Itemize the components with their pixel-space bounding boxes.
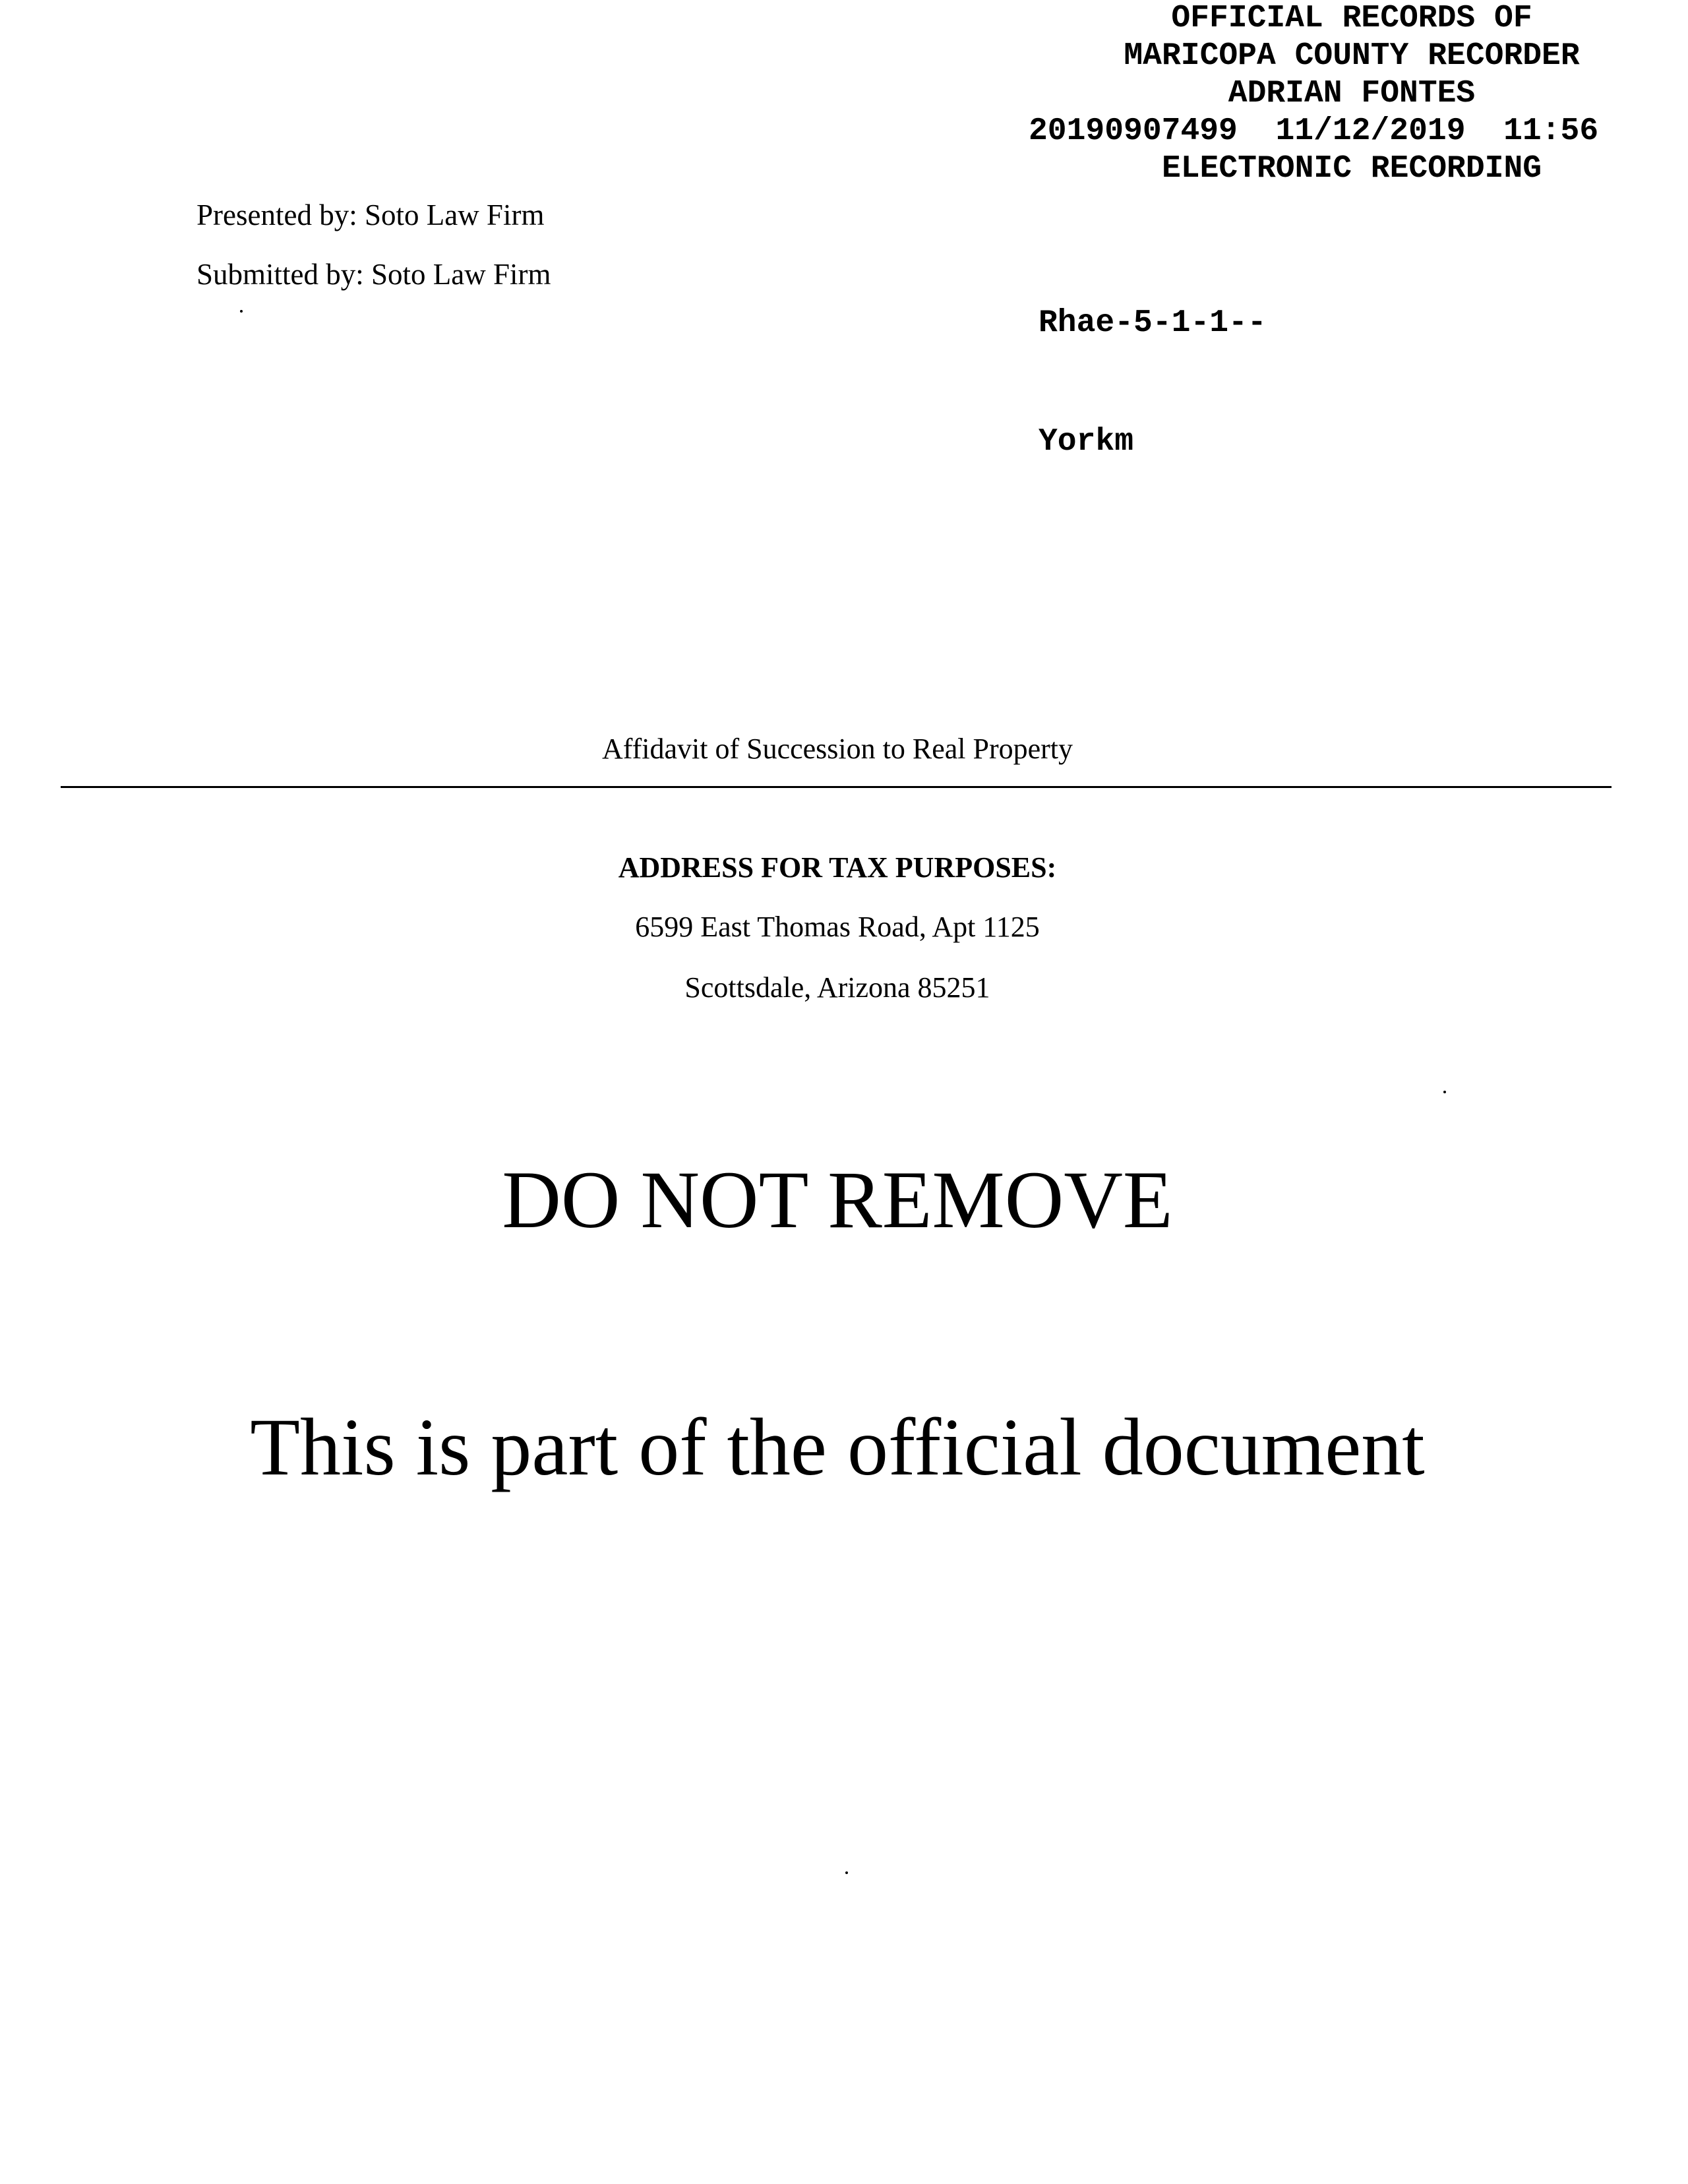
clerk-id-line: Yorkm xyxy=(1039,424,1134,460)
tax-address-city: Scottsdale, Arizona 85251 xyxy=(684,971,990,1004)
do-not-remove-notice: DO NOT REMOVE xyxy=(502,1155,1173,1245)
presented-by: Presented by: Soto Law Firm xyxy=(196,198,545,231)
recording-stamp-line: OFFICIAL RECORDS OF xyxy=(1171,1,1532,36)
document-title: Affidavit of Succession to Real Property xyxy=(601,733,1073,765)
clerk-id-line: Rhae-5-1-1-- xyxy=(1039,305,1267,341)
recording-stamp-line: ADRIAN FONTES xyxy=(1228,76,1476,111)
recording-number-date-time: 20190907499 11/12/2019 11:56 xyxy=(1029,113,1599,149)
tax-address-street: 6599 East Thomas Road, Apt 1125 xyxy=(635,911,1040,943)
recording-stamp xyxy=(1029,0,1675,188)
official-document-notice: This is part of the official document xyxy=(250,1402,1425,1492)
stray-dot xyxy=(1443,1091,1446,1093)
stray-dot xyxy=(845,1871,848,1874)
title-divider xyxy=(61,786,1612,788)
tax-address-heading: ADDRESS FOR TAX PURPOSES: xyxy=(618,851,1057,884)
recording-stamp-line: MARICOPA COUNTY RECORDER xyxy=(1124,38,1580,74)
stray-dot xyxy=(240,310,243,313)
recording-stamp-line: ELECTRONIC RECORDING xyxy=(1161,151,1542,187)
clerk-id-block xyxy=(1039,224,1267,541)
submitted-by: Submitted by: Soto Law Firm xyxy=(196,258,551,291)
